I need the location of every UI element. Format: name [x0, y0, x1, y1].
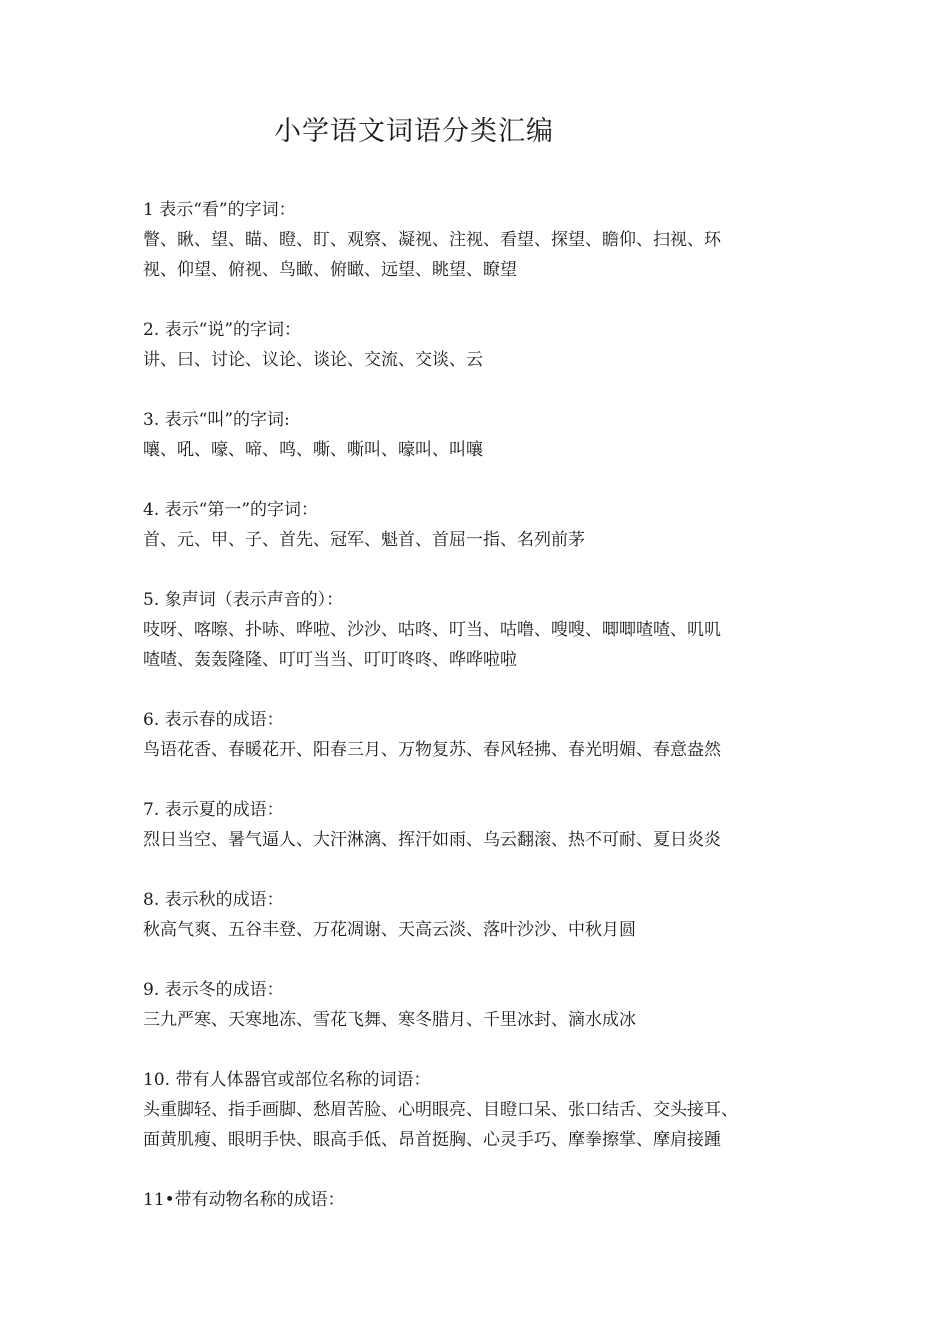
- section-words: [143, 525, 823, 555]
- word-line: 烈日当空、暑气逼人、大汗淋漓、挥汗如雨、乌云翻滚、热不可耐、夏日炎炎: [143, 830, 721, 850]
- word-line: 面黄肌瘦、眼明手快、眼高手低、昂首挺胸、心灵手巧、摩拳擦掌、摩肩接踵: [143, 1130, 721, 1150]
- page-title: 小学语文词语分类汇编: [274, 116, 554, 147]
- word-line: 喳喳、轰轰隆隆、叮叮当当、叮叮咚咚、哗哗啦啦: [143, 650, 517, 670]
- word-line: 讲、曰、讨论、议论、谈论、交流、交谈、云: [143, 350, 483, 370]
- section-heading: 10. 带有人体器官或部位名称的词语：: [143, 1070, 431, 1090]
- section-summer-idioms: [143, 795, 823, 855]
- section-heading: 8. 表示秋的成语：: [143, 890, 284, 910]
- section-heading: 2. 表示“说”的字词：: [143, 320, 302, 340]
- section-look-words: [143, 195, 823, 285]
- section-words: [143, 345, 823, 375]
- section-heading: 6. 表示春的成语：: [143, 710, 284, 730]
- section-words: [143, 735, 823, 765]
- section-words: [143, 1005, 823, 1035]
- section-heading: 3. 表示“叫”的字词:: [143, 410, 290, 430]
- section-heading: 11•带有动物名称的成语：: [143, 1190, 345, 1210]
- word-line: 三九严寒、天寒地冻、雪花飞舞、寒冬腊月、千里冰封、滴水成冰: [143, 1010, 636, 1030]
- section-body-part-idioms: [143, 1065, 823, 1155]
- word-line: 瞥、瞅、望、瞄、瞪、盯、观察、凝视、注视、看望、探望、瞻仰、扫视、环: [143, 230, 721, 250]
- section-words: [143, 915, 823, 945]
- section-call-words: [143, 405, 823, 465]
- section-words: [143, 615, 823, 675]
- word-line: 首、元、甲、子、首先、冠军、魁首、首屈一指、名列前茅: [143, 530, 585, 550]
- section-onomatopoeia: [143, 585, 823, 675]
- word-line: 视、仰望、俯视、鸟瞰、俯瞰、远望、眺望、瞭望: [143, 260, 517, 280]
- section-autumn-idioms: [143, 885, 823, 945]
- word-line: 秋高气爽、五谷丰登、万花凋谢、天高云淡、落叶沙沙、中秋月圆: [143, 920, 636, 940]
- section-words: [143, 1095, 823, 1155]
- section-words: [143, 435, 823, 465]
- word-line: 嚷、吼、嚎、啼、鸣、嘶、嘶叫、嚎叫、叫嚷: [143, 440, 483, 460]
- word-sections: [143, 195, 823, 1245]
- section-heading: 7. 表示夏的成语：: [143, 800, 284, 820]
- section-winter-idioms: [143, 975, 823, 1035]
- section-first-words: [143, 495, 823, 555]
- section-heading: 1 表示“看”的字词：: [143, 200, 296, 220]
- section-words: [143, 825, 823, 855]
- section-heading: 5. 象声词（表示声音的）：: [143, 590, 344, 610]
- word-line: 吱呀、喀嚓、扑哧、哗啦、沙沙、咕咚、叮当、咕噜、嗖嗖、唧唧喳喳、叽叽: [143, 620, 721, 640]
- word-line: 鸟语花香、春暖花开、阳春三月、万物复苏、春风轻拂、春光明媚、春意盎然: [143, 740, 721, 760]
- section-heading: 4. 表示“第一”的字词：: [143, 500, 319, 520]
- word-line: 头重脚轻、指手画脚、愁眉苦脸、心明眼亮、目瞪口呆、张口结舌、交头接耳、: [143, 1100, 738, 1120]
- section-heading: 9. 表示冬的成语：: [143, 980, 284, 1000]
- section-spring-idioms: [143, 705, 823, 765]
- section-animal-idioms: [143, 1185, 823, 1215]
- section-say-words: [143, 315, 823, 375]
- section-words: [143, 225, 823, 285]
